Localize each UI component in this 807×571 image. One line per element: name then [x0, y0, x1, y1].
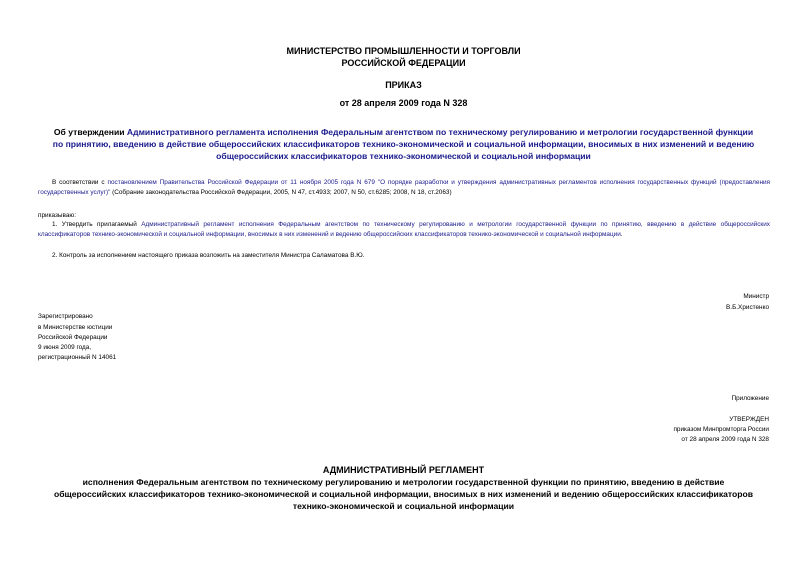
appendix-by-order: приказом Минпромторга России [673, 426, 769, 433]
government-decree-link[interactable]: постановлением Правительства Российской Федерации от 11 ноября 2005 года N 679 "О порядке разработки и утверждения административных регламентов исполнения государственных функций (предоставления государственных услуг)" [38, 179, 770, 196]
title-line3[interactable]: общероссийских классификаторов технико-экономической и социальной информации [216, 151, 591, 161]
registration-line3: Российской Федерации [38, 334, 108, 341]
order-verb: приказываю: [38, 212, 76, 219]
appendix-date: от 28 апреля 2009 года N 328 [681, 436, 769, 443]
regulation-line3: технико-экономической и социальной информации [292, 501, 515, 511]
regulation-line1: исполнения Федеральным агентством по техническому регулированию и метрологии государственной функции по принятию, введению в действие [82, 477, 725, 487]
item2-paragraph: 2. Контроль за исполнением настоящего приказа возложить на заместителя Министра Саламатова В.Ю. [52, 252, 365, 259]
ministry-line1: МИНИСТЕРСТВО ПРОМЫШЛЕННОСТИ И ТОРГОВЛИ [286, 46, 521, 56]
ministry-line2: РОССИЙСКОЙ ФЕДЕРАЦИИ [341, 58, 466, 68]
item1-text2: . [620, 230, 623, 238]
regulation-line2: общероссийских классификаторов технико-экономической и социальной информации, вносимых в них изменений и ведению общероссийских классификаторов [53, 489, 754, 499]
registration-line1: Зарегистрировано [38, 313, 93, 320]
order-date: от 28 апреля 2009 года N 328 [339, 98, 468, 108]
registration-line4: 9 июня 2009 года, [38, 344, 92, 351]
preamble-text2: (Собрание законодательства Российской Федерации, 2005, N 47, ст.4933; 2007, N 50, ст.6285; 2008, N 18, ст.2063) [110, 188, 452, 196]
appendix-approved: УТВЕРЖДЕН [729, 416, 769, 423]
item1-paragraph [38, 220, 770, 239]
preamble-text1: В соответствии с [52, 179, 108, 186]
regulation-link[interactable]: Административного регламента исполнения Федеральным агентством по техническому регулированию и метрологии государственной функции [126, 127, 754, 137]
title-line2[interactable]: по принятию, введению в действие общероссийских классификаторов технико-экономической и социальной информации, вносимых в них изменений и ведению [52, 139, 755, 149]
title-line1 [0, 126, 807, 138]
regulation-title: АДМИНИСТРАТИВНЫЙ РЕГЛАМЕНТ [322, 465, 485, 475]
appendix-label: Приложение [731, 395, 769, 402]
signature-name: В.Б.Христенко [726, 304, 769, 311]
registration-line2: в Министерстве юстиции [38, 324, 113, 331]
title-prefix: Об утверждении [53, 127, 127, 137]
regulation-annex-link[interactable]: Административный регламент исполнения Федеральным агентством по техническому регулированию и метрологии государственной функции по принятию, введению в действие общероссийских классификаторов технико-экономической и социальной информации, вносимых в них изменений и ведению общероссийских классификаторов технико-экономической и социальной информации [38, 221, 770, 238]
order-word: ПРИКАЗ [385, 80, 422, 90]
preamble-paragraph [38, 178, 770, 197]
registration-line5: регистрационный N 14061 [38, 354, 117, 361]
item1-text1: 1. Утвердить прилагаемый [52, 221, 142, 228]
signature-position: Министр [743, 293, 769, 300]
